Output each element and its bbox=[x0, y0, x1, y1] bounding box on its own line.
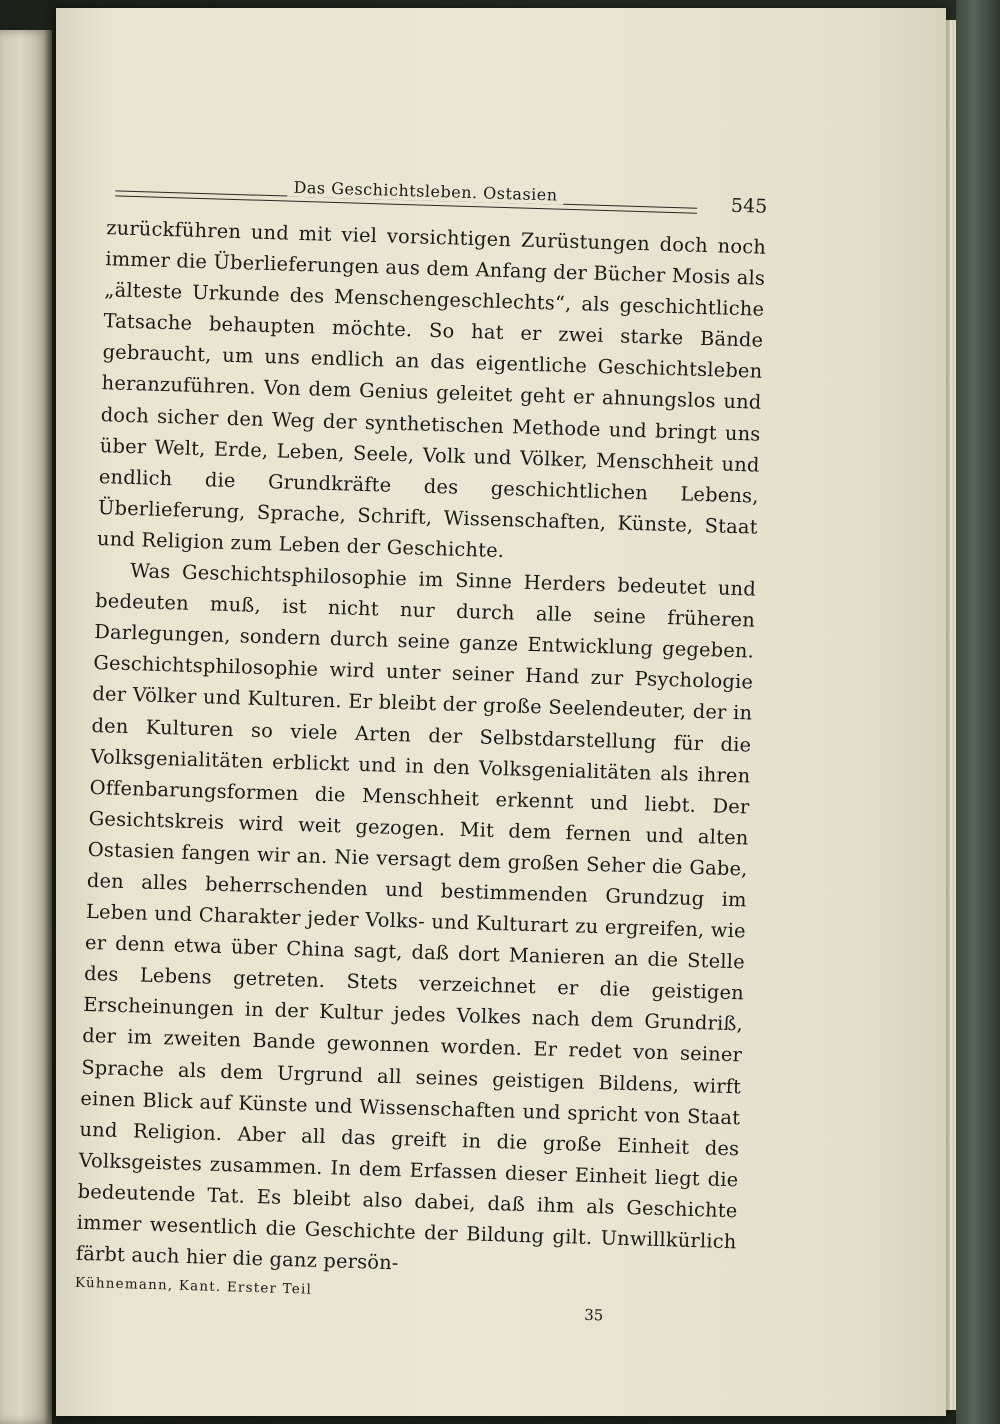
sheet-number: 35 bbox=[584, 1306, 604, 1325]
paragraph-2: Was Geschichtsphilosophie im Sinne Herders bedeutet und bedeuten muß, ist nicht nur durch alle seine früheren Darlegungen, sondern durch seine ganze Entwicklung gegeben. Geschichtsphilosophie wird unter seiner Hand zur Psychologie der Völker und Kulturen. Er bleibt der große Seelendeuter, der in den Kulturen so viele Arten der Selbstdarstellung für die Volksgenialitäten erblickt und in den Volksgenialitäten als ihren Offenbarungsformen die Menschheit erkennt und liebt. Der Gesichtskreis wird weit gezogen. Mit dem fernen und alten Ostasien fangen wir an. Nie versagt dem großen Seher die Gabe, den alles beherrschenden und bestimmenden Grundzug im Leben und Charakter jeder Volks- und Kulturart zu ergreifen, wie er denn etwa über China sagt, daß dort Manieren an die Stelle des Lebens getreten. Stets verzeichnet er die geistigen Erscheinungen in der Kultur jedes Volkes nach dem Grundriß, der im zweiten Bande gewonnen worden. Er redet von seiner Sprache als dem Urgrund all seines geistigen Bildens, wirft einen Blick auf Künste und Wissenschaften und spricht von Staat und Religion. Aber all das greift in die große Einheit des Volksgeistes zusammen. In dem Erfassen dieser Einheit liegt die bedeutende Tat. Es bleibt also dabei, daß ihm als Geschichte immer wesentlich die Geschichte der Bildung gilt. Unwillkürlich färbt auch hier die ganz persön- bbox=[75, 559, 757, 1275]
book-cover-edge bbox=[956, 0, 1000, 1424]
page-number: 545 bbox=[730, 194, 768, 218]
facing-page-edge bbox=[0, 30, 52, 1424]
running-head-title: Das Geschichtsleben. Ostasien bbox=[287, 178, 564, 205]
signature-line: Kühnemann, Kant. Erster Teil bbox=[74, 1274, 313, 1298]
paragraph-1: zurückführen und mit viel vorsichtigen Zurüstungen doch noch immer die Überlieferungen aus dem Anfang der Bücher Mosis als „älteste Urkunde des Menschengeschlechts“, als geschichtliche Tatsache behaupten möchte. So hat er zwei starke Bände gebraucht, um uns endlich an das eigentliche Geschichtsleben heranzuführen. Von dem Genius geleitet geht er ahnungslos und doch sicher den Weg der synthetischen Methode und bringt uns über Welt, Erde, Leben, Seele, Volk und Völker, Menschheit und endlich die Grundkräfte des geschichtlichen Lebens, Überlieferung, Sprache, Schrift, Wissenschaften, Künste, Staat und Religion zum Leben der Geschichte. bbox=[96, 216, 767, 563]
book-page bbox=[56, 8, 946, 1416]
body-text bbox=[75, 212, 766, 1288]
page-text-block bbox=[74, 166, 768, 1334]
